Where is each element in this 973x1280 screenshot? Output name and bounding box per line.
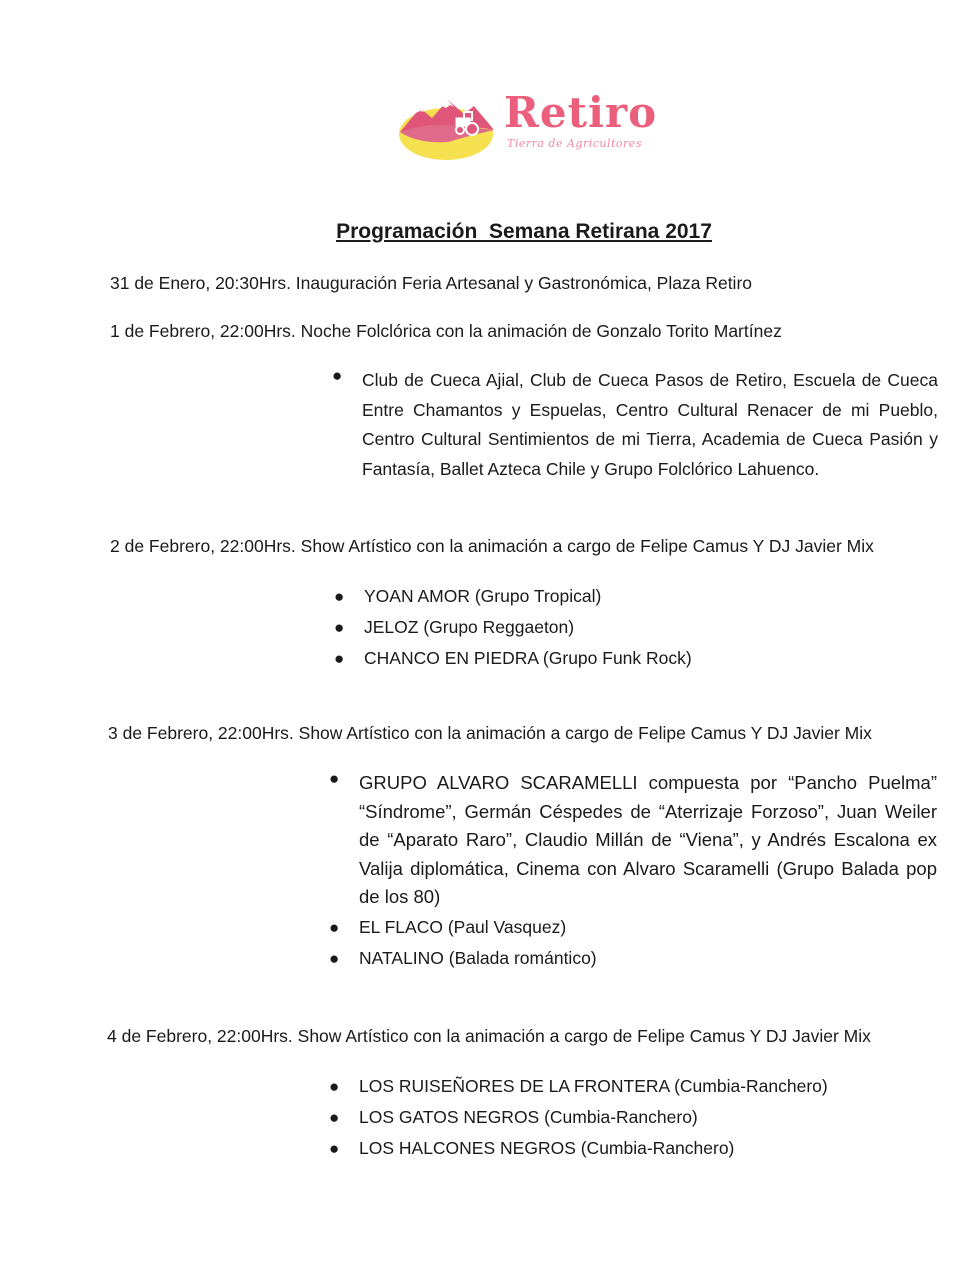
list-item — [329, 1133, 919, 1164]
list-item — [334, 612, 924, 643]
list-item-text: LOS GATOS NEGROS (Cumbia-Ranchero) — [359, 1107, 698, 1127]
list-item — [329, 912, 937, 943]
event-list — [334, 581, 924, 674]
bullet-icon: ● — [334, 649, 345, 668]
event-heading: 1 de Febrero, 22:00Hrs. Noche Folclórica con la animación de Gonzalo Torito Martínez — [110, 321, 782, 341]
list-item-text: LOS RUISEÑORES DE LA FRONTERA (Cumbia-Ranchero) — [359, 1076, 828, 1096]
list-item — [334, 643, 924, 674]
event-heading: 3 de Febrero, 22:00Hrs. Show Artístico con la animación a cargo de Felipe Camus Y DJ Javier Mix — [108, 723, 872, 743]
logo-wordmark: Retiro — [504, 88, 658, 137]
mountain-tractor-icon — [398, 92, 502, 162]
event-heading: 31 de Enero, 20:30Hrs. Inauguración Feria Artesanal y Gastronómica, Plaza Retiro — [110, 273, 753, 293]
list-item-text: YOAN AMOR (Grupo Tropical) — [364, 586, 602, 606]
list-item-text: GRUPO ALVARO SCARAMELLI compuesta por “Pancho Puelma” “Síndrome”, Germán Céspedes de “Aterrizaje Forzoso”, Juan Weiler de “Aparato Raro”, Claudio Millán de “Viena”, y Andrés Escalona ex Valija diplomática, Cinema con Alvaro Scaramelli (Grupo Balada pop de los 80) — [359, 772, 937, 907]
bullet-icon: ● — [329, 917, 340, 937]
list-item — [329, 943, 937, 974]
event-list — [329, 1071, 919, 1164]
list-item — [329, 1071, 919, 1102]
logo-tagline: Tierra de Agricultores — [507, 137, 642, 150]
retiro-logo — [398, 88, 658, 162]
bullet-icon: ● — [332, 366, 343, 385]
bullet-icon: ● — [329, 1139, 340, 1158]
list-item — [334, 581, 924, 612]
bullet-icon: ● — [329, 769, 340, 788]
list-item-text: JELOZ (Grupo Reggaeton) — [364, 617, 575, 637]
bullet-icon: ● — [329, 1077, 340, 1096]
list-item-text: NATALINO (Balada romántico) — [359, 947, 597, 968]
page-title: Programación Semana Retirana 2017 — [336, 220, 712, 243]
event-list — [329, 769, 937, 974]
event-heading: 2 de Febrero, 22:00Hrs. Show Artístico con la animación a cargo de Felipe Camus Y DJ Javier Mix — [110, 536, 874, 556]
bullet-icon: ● — [329, 948, 340, 968]
event-heading: 4 de Febrero, 22:00Hrs. Show Artístico con la animación a cargo de Felipe Camus Y DJ Javier Mix — [107, 1026, 871, 1046]
list-item-text: Club de Cueca Ajial, Club de Cueca Pasos de Retiro, Escuela de Cueca Entre Chamantos y Espuelas, Centro Cultural Renacer de mi Pueblo, Centro Cultural Sentimientos de mi Tierra, Academia de Cueca Pasión y Fantasía, Ballet Azteca Chile y Grupo Folclórico Lahuenco. — [362, 370, 938, 479]
list-item — [332, 366, 938, 484]
event-list — [332, 366, 938, 484]
list-item-text: CHANCO EN PIEDRA (Grupo Funk Rock) — [364, 648, 692, 668]
bullet-icon: ● — [329, 1108, 340, 1127]
list-item-text: EL FLACO (Paul Vasquez) — [359, 916, 567, 937]
list-item — [329, 1102, 919, 1133]
bullet-icon: ● — [334, 618, 345, 637]
list-item-text: LOS HALCONES NEGROS (Cumbia-Ranchero) — [359, 1138, 735, 1158]
list-item — [329, 769, 937, 912]
bullet-icon: ● — [334, 587, 345, 606]
